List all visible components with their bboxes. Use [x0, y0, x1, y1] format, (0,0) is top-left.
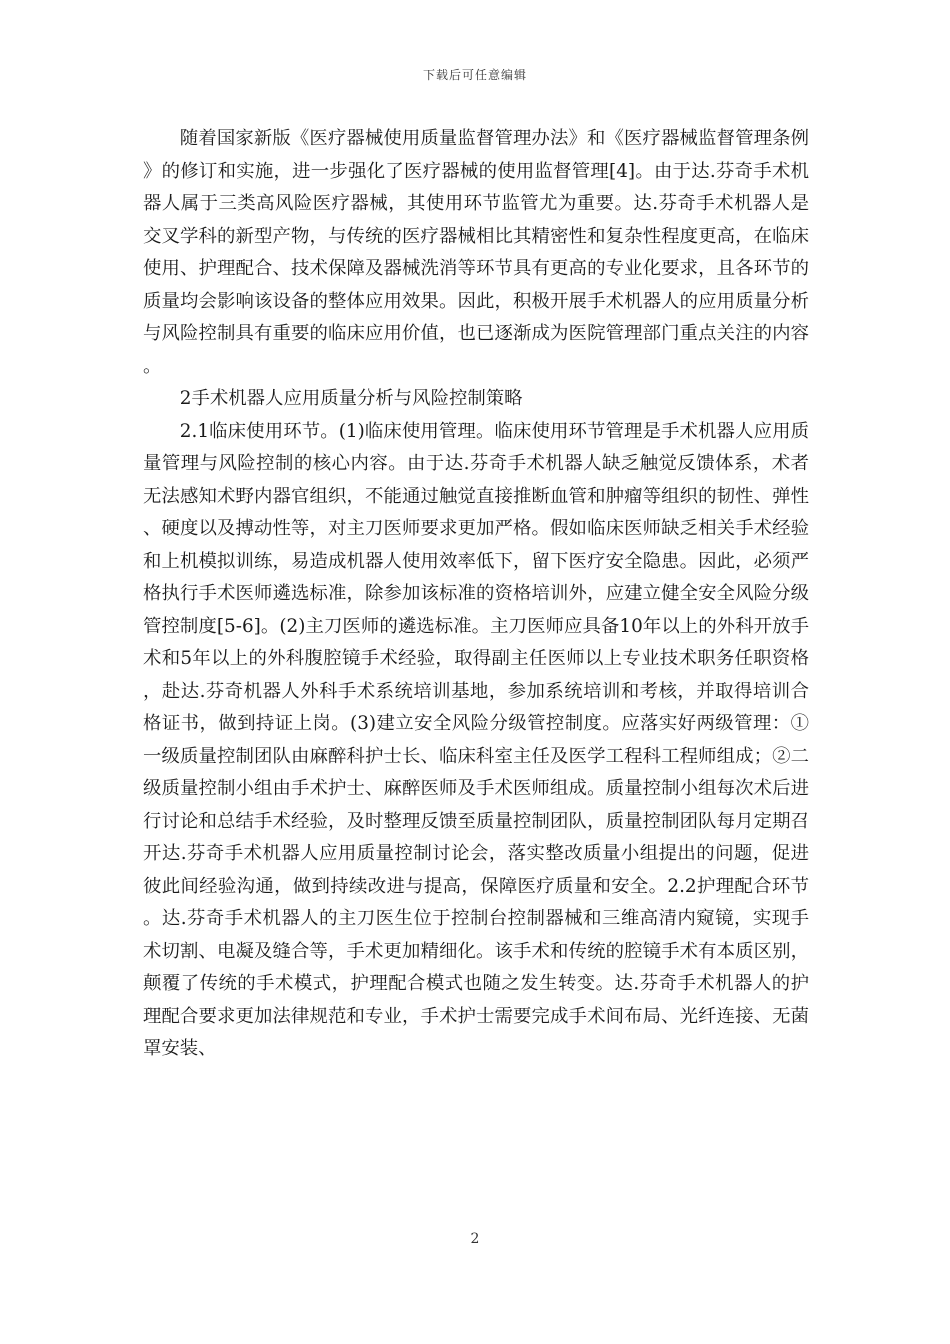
- section-heading: 2手术机器人应用质量分析与风险控制策略: [179, 388, 523, 409]
- page-header-note: 下载后可任意编辑: [422, 68, 527, 82]
- page-number: 2: [470, 1231, 480, 1247]
- document-body: [143, 123, 809, 1066]
- paragraph-regulation-background: 随着国家新版《医疗器械使用质量监督管理办法》和《医疗器械监督管理条例》的修订和实施，进一步强化了医疗器械的使用监督管理[4]。由于达.芬奇手术机器人属于三类高风险医疗器械，其使用环节监管尤为重要。达.芬奇手术机器人是交叉学科的新型产物，与传统的医疗器械相比其精密性和复杂性程度更高，在临床使用、护理配合、技术保障及器械洗消等环节具有更高的专业化要求，且各环节的质量均会影响该设备的整体应用效果。因此，积极开展手术机器人的应用质量分析与风险控制具有重要的临床应用价值，也已逐渐成为医院管理部门重点关注的内容。: [143, 128, 809, 377]
- paragraph-clinical-use: 2.1临床使用环节。(1)临床使用管理。临床使用环节管理是手术机器人应用质量管理与风险控制的核心内容。由于达.芬奇手术机器人缺乏触觉反馈体系，术者无法感知术野内器官组织，不能通过触觉直接推断血管和肿瘤等组织的韧性、弹性、硬度以及搏动性等，对主刀医师要求更加严格。假如临床医师缺乏相关手术经验和上机模拟训练，易造成机器人使用效率低下，留下医疗安全隐患。因此，必须严格执行手术医师遴选标准，除参加该标准的资格培训外，应建立健全安全风险分级管控制度[5-6]。(2)主刀医师的遴选标准。主刀医师应具备10年以上的外科开放手术和5年以上的外科腹腔镜手术经验，取得副主任医师以上专业技术职务任职资格，赴达.芬奇机器人外科手术系统培训基地，参加系统培训和考核，并取得培训合格证书，做到持证上岗。(3)建立安全风险分级管控制度。应落实好两级管理：①一级质量控制团队由麻醉科护士长、临床科室主任及医学工程科工程师组成；②二级质量控制小组由手术护士、麻醉医师及手术医师组成。质量控制小组每次术后进行讨论和总结手术经验，及时整理反馈至质量控制团队，质量控制团队每月定期召开达.芬奇手术机器人应用质量控制讨论会，落实整改质量小组提出的问题，促进彼此间经验沟通，做到持续改进与提高，保障医疗质量和安全。2.2护理配合环节。达.芬奇手术机器人的主刀医生位于控制台控制器械和三维高清内窥镜，实现手术切割、电凝及缝合等，手术更加精细化。该手术和传统的腔镜手术有本质区别，颠覆了传统的手术模式，护理配合模式也随之发生转变。达.芬奇手术机器人的护理配合要求更加法律规范和专业，手术护士需要完成手术间布局、光纤连接、无菌罩安装、: [143, 420, 809, 1059]
